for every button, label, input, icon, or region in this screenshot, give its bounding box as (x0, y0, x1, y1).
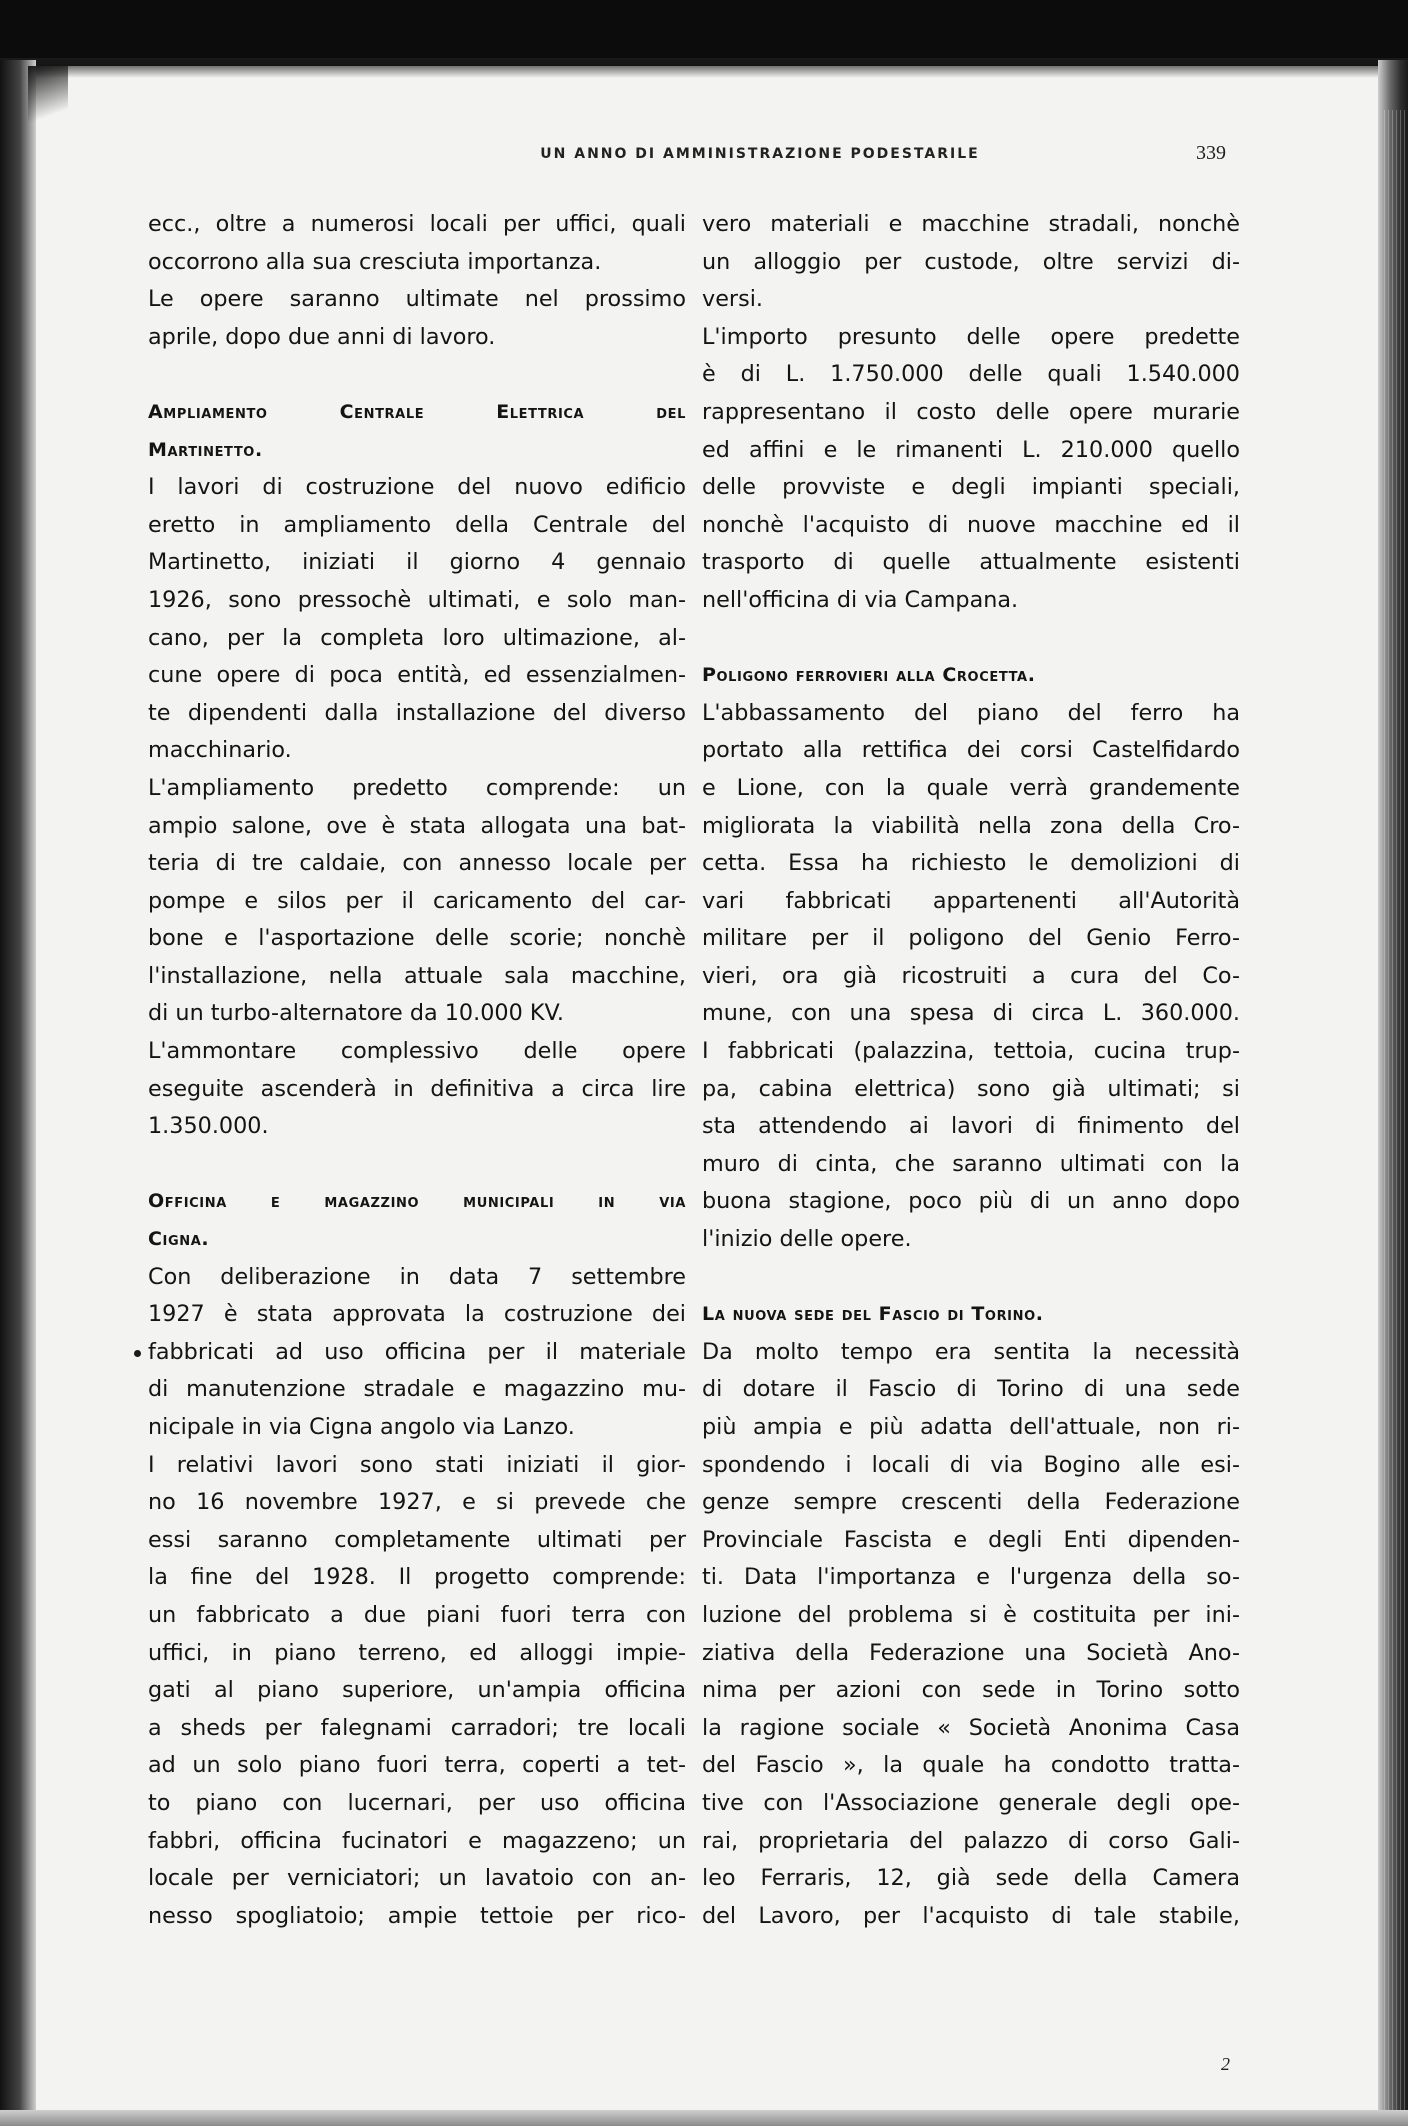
text-line: ampio salone, ove è stata allogata una bat- (148, 812, 686, 839)
text-line: tive con l'Associazione generale degli ope- (702, 1789, 1240, 1816)
text-line: no 16 novembre 1927, e si prevede che (148, 1489, 686, 1516)
page-number: 339 (1196, 142, 1226, 164)
signature-mark: 2 (1221, 2054, 1230, 2074)
section-heading-line: Ampliamento Centrale Elettrica del (148, 400, 686, 423)
text-line: Provinciale Fascista e degli Enti dipenden- (702, 1526, 1240, 1553)
section-heading-line: La nuova sede del Fascio di Torino. (702, 1303, 1044, 1326)
text-line: ziativa della Federazione una Società Ano- (702, 1639, 1240, 1666)
text-line: pompe e silos per il caricamento del car- (148, 887, 686, 914)
text-line: versi. (702, 286, 763, 313)
text-line: un alloggio per custode, oltre servizi di- (702, 248, 1240, 275)
text-line: ad un solo piano fuori terra, coperti a tet- (148, 1752, 686, 1779)
text-line: essi saranno completamente ultimati per (148, 1526, 686, 1553)
text-line: militare per il poligono del Genio Ferro- (702, 925, 1240, 952)
text-line: vari fabbricati appartenenti all'Autorità (702, 887, 1240, 914)
text-line: ed affini e le rimanenti L. 210.000 quello (702, 436, 1240, 463)
text-line: l'inizio delle opere. (702, 1226, 912, 1253)
margin-dot-mark (134, 1350, 141, 1357)
text-line: leo Ferraris, 12, già sede della Camera (702, 1865, 1240, 1892)
text-line: gati al piano superiore, un'ampia officina (148, 1677, 686, 1704)
scan-left-corner-shadow (28, 66, 68, 124)
text-line: I lavori di costruzione del nuovo edificio (148, 474, 686, 501)
text-line: pa, cabina elettrica) sono già ultimati; si (702, 1075, 1240, 1102)
text-line: to piano con lucernari, per uso officina (148, 1789, 686, 1816)
text-line: e Lione, con la quale verrà grandemente (702, 774, 1240, 801)
text-line: ti. Data l'importanza e l'urgenza della so- (702, 1564, 1240, 1591)
text-line: più ampia e più adatta dell'attuale, non ri- (702, 1414, 1240, 1440)
scan-top-border (0, 0, 1408, 66)
text-line: l'installazione, nella attuale sala macchine, (148, 962, 686, 989)
text-line: L'abbassamento del piano del ferro ha (702, 699, 1240, 726)
text-line: macchinario. (148, 737, 292, 764)
text-line: migliorata la viabilità nella zona della Cro- (702, 812, 1240, 839)
text-line: L'ampliamento predetto comprende: un (148, 774, 686, 801)
text-line: genze sempre crescenti della Federazione (702, 1489, 1240, 1516)
text-line: I fabbricati (palazzina, tettoia, cucina trup- (702, 1038, 1240, 1065)
text-line: rappresentano il costo delle opere murarie (702, 398, 1240, 425)
text-line: 1926, sono pressochè ultimati, e solo man- (148, 586, 686, 613)
text-line: bone e l'asportazione delle scorie; nonchè (148, 925, 686, 952)
text-line: nima per azioni con sede in Torino sotto (702, 1677, 1240, 1704)
section-heading-line: Martinetto. (148, 438, 263, 461)
scan-left-border (0, 60, 36, 2126)
text-line: cano, per la completa loro ultimazione, al- (148, 624, 686, 651)
text-line: te dipendenti dalla installazione del diverso (148, 699, 686, 726)
paragraph-gap (148, 356, 686, 394)
text-line: vieri, ora già ricostruiti a cura del Co- (702, 962, 1240, 989)
section-heading-line: Poligono ferrovieri alla Crocetta. (702, 664, 1036, 687)
scan-bottom-border (0, 2110, 1408, 2126)
text-line: di un turbo-alternatore da 10.000 KV. (148, 1000, 564, 1027)
text-line: locale per verniciatori; un lavatoio con an- (148, 1865, 686, 1892)
text-line: a sheds per falegnami carradori; tre locali (148, 1714, 686, 1741)
text-line: vero materiali e macchine stradali, nonchè (702, 211, 1240, 237)
text-line: mune, con una spesa di circa L. 360.000. (702, 1000, 1240, 1027)
text-line: ecc., oltre a numerosi locali per uffici, quali (148, 211, 686, 237)
section-heading-line: Cigna. (148, 1228, 210, 1251)
paragraph-gap (702, 1259, 1240, 1297)
text-line: Martinetto, iniziati il giorno 4 gennaio (148, 549, 686, 576)
text-line: uffici, in piano terreno, ed alloggi impie- (148, 1639, 686, 1666)
text-line: luzione del problema si è costituita per ini- (702, 1601, 1240, 1628)
text-line: teria di tre caldaie, con annesso locale per (148, 850, 686, 877)
text-line: trasporto di quelle attualmente esistenti (702, 549, 1240, 576)
text-line: di dotare il Fascio di Torino di una sede (702, 1376, 1240, 1403)
text-line: fabbricati ad uso officina per il materiale (148, 1338, 686, 1365)
text-line: eretto in ampliamento della Centrale del (148, 511, 686, 538)
section-heading-line: Officina e magazzino municipali in via (148, 1190, 686, 1213)
text-line: è di L. 1.750.000 delle quali 1.540.000 (702, 361, 1240, 388)
text-line: nesso spogliatoio; ampie tettoie per rico- (148, 1902, 686, 1929)
text-line: delle provviste e degli impianti speciali, (702, 474, 1240, 501)
scan-top-shadow (0, 58, 1408, 78)
text-line: L'ammontare complessivo delle opere (148, 1038, 686, 1065)
text-line: un fabbricato a due piani fuori terra con (148, 1601, 686, 1628)
paragraph-gap (702, 620, 1240, 658)
text-line: nicipale in via Cigna angolo via Lanzo. (148, 1414, 575, 1440)
paragraph-gap (148, 1146, 686, 1184)
text-line: muro di cinta, che saranno ultimati con la (702, 1150, 1240, 1177)
scan-right-page-edges (1384, 110, 1406, 2110)
text-line: I relativi lavori sono stati iniziati il gior- (148, 1451, 686, 1478)
text-line: di manutenzione stradale e magazzino mu- (148, 1376, 686, 1403)
text-line: Da molto tempo era sentita la necessità (702, 1338, 1240, 1365)
text-line: del Lavoro, per l'acquisto di tale stabile, (702, 1902, 1240, 1929)
text-line: cune opere di poca entità, ed essenzialmen- (148, 662, 686, 689)
left-text-column (148, 206, 686, 1935)
text-line: aprile, dopo due anni di lavoro. (148, 323, 496, 350)
text-line: Con deliberazione in data 7 settembre (148, 1263, 686, 1290)
text-line: cetta. Essa ha richiesto le demolizioni di (702, 850, 1240, 877)
text-line: fabbri, officina fucinatori e magazzeno; un (148, 1827, 686, 1854)
text-line: la ragione sociale « Società Anonima Casa (702, 1714, 1240, 1741)
text-line: occorrono alla sua cresciuta importanza. (148, 248, 602, 275)
text-line: la fine del 1928. Il progetto comprende: (148, 1564, 686, 1591)
text-line: nonchè l'acquisto di nuove macchine ed il (702, 511, 1240, 538)
running-head: UN ANNO DI AMMINISTRAZIONE PODESTARILE (540, 146, 980, 162)
text-line: eseguite ascenderà in definitiva a circa lire (148, 1075, 686, 1102)
text-line: rai, proprietaria del palazzo di corso Gali- (702, 1827, 1240, 1854)
text-line: spondendo i locali di via Bogino alle esi- (702, 1451, 1240, 1478)
text-line: Le opere saranno ultimate nel prossimo (148, 286, 686, 313)
text-line: del Fascio », la quale ha condotto tratta- (702, 1752, 1240, 1779)
text-line: 1927 è stata approvata la costruzione dei (148, 1301, 686, 1328)
text-line: buona stagione, poco più di un anno dopo (702, 1188, 1240, 1215)
right-text-column (702, 206, 1240, 1935)
text-line: portato alla rettifica dei corsi Castelfidardo (702, 737, 1240, 764)
text-line: 1.350.000. (148, 1113, 269, 1140)
text-line: L'importo presunto delle opere predette (702, 323, 1240, 350)
text-line: sta attendendo ai lavori di finimento del (702, 1113, 1240, 1140)
text-line: nell'officina di via Campana. (702, 586, 1019, 613)
